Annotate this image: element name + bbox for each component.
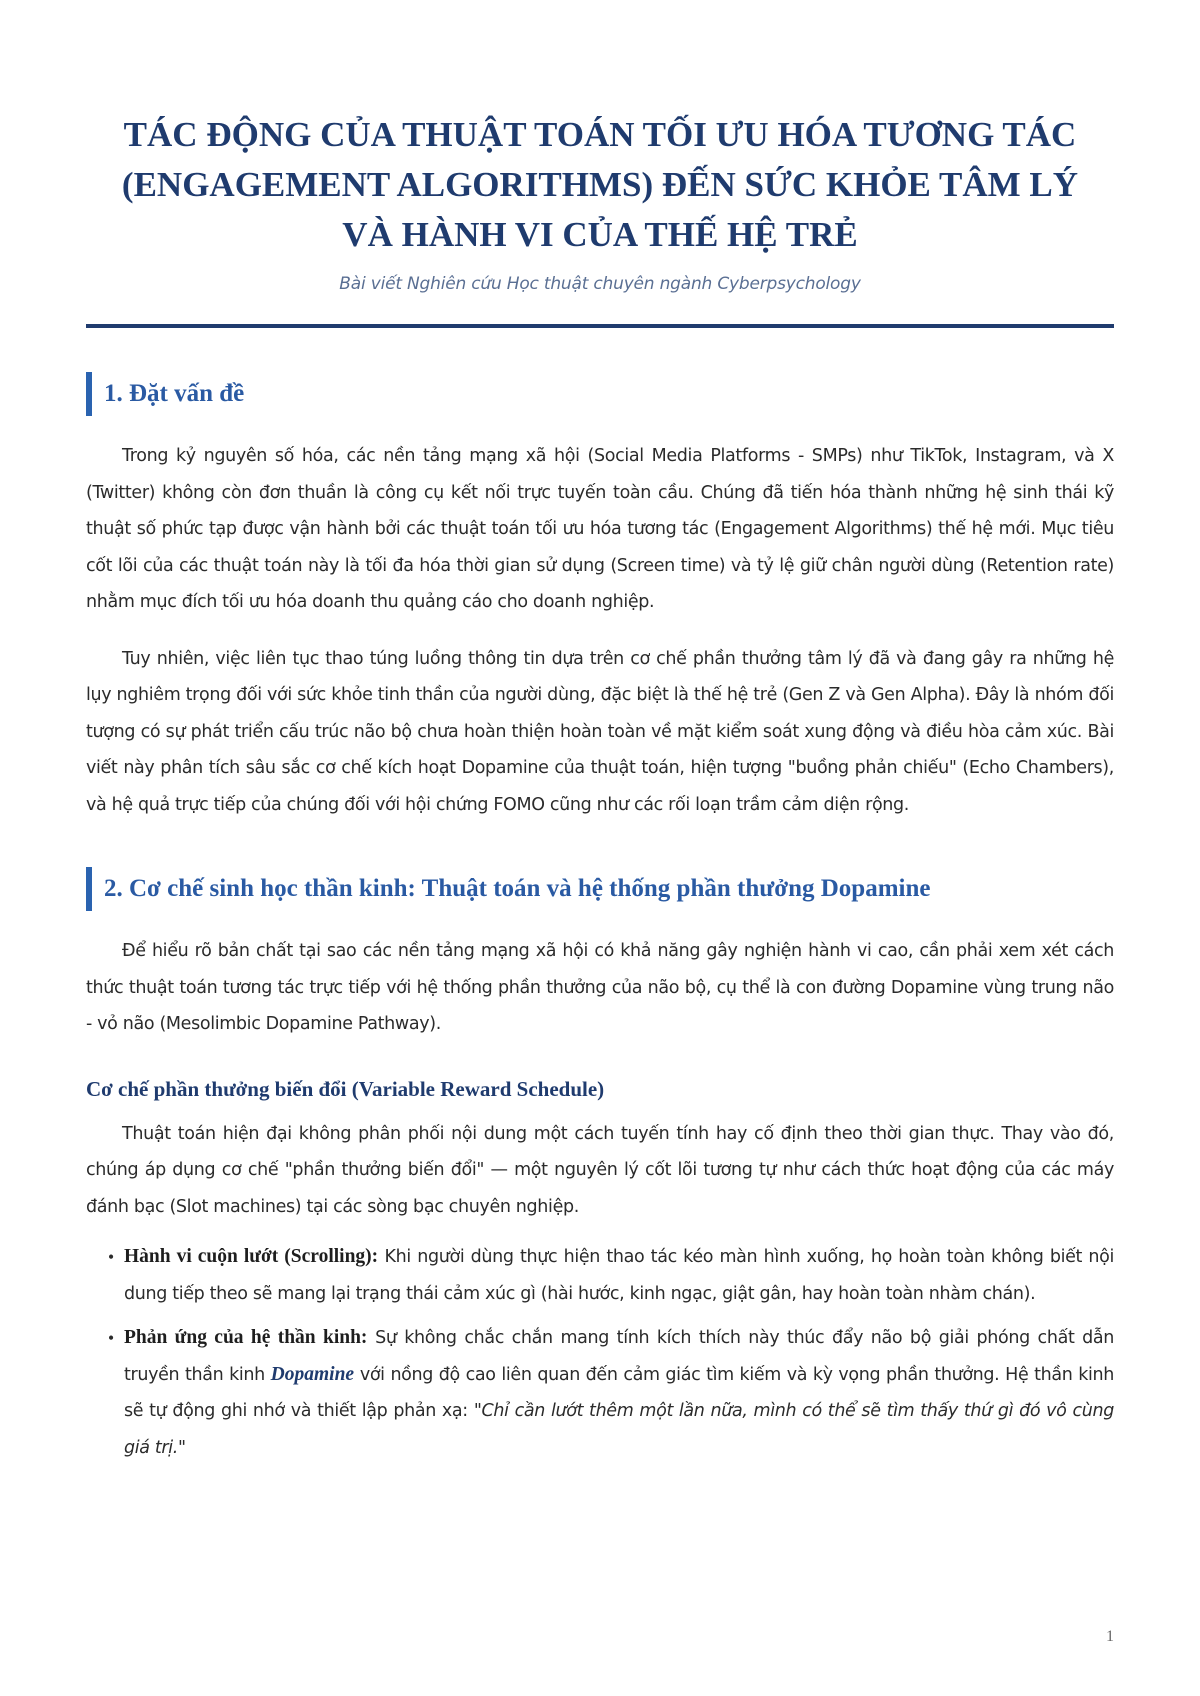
bullet-text: Sự không chắc chắn mang tính kích thích này thúc đẩy não bộ giải phóng chất dẫn truyền thần kinh: [124, 1328, 1115, 1385]
section-1-paragraph-1: Trong kỷ nguyên số hóa, các nền tảng mạng xã hội (Social Media Platforms - SMPs) như TikTok, Instagram, và X (Twitter) không còn đơn thuần là công cụ kết nối trực tuyến toàn cầu. Chúng đã tiến hóa thành những hệ sinh thái kỹ thuật số phức tạp được vận hành bởi các thuật toán tối ưu hóa tương tác (Engagement Algorithms) thế hệ mới. Mục tiêu cốt lõi của các thuật toán này là tối đa hóa thời gian sử dụng (Screen time) và tỷ lệ giữ chân người dùng (Retention rate) nhằm mục đích tối ưu hóa doanh thu quảng cáo cho doanh nghiệp.: [86, 446, 1114, 612]
page-content: [86, 110, 1114, 1466]
bullet-text: Khi người dùng thực hiện thao tác kéo màn hình xuống, họ hoàn toàn không biết nội dung tiếp theo sẽ mang lại trạng thái cảm xúc gì (hài hước, kinh ngạc, giật gân, hay hoàn toàn nhàm chán).: [124, 1247, 1114, 1304]
bullet-marker: •: [108, 1328, 114, 1348]
quote-close: ": [177, 1437, 186, 1458]
title-divider: [86, 324, 1114, 328]
section-2-intro: Để hiểu rõ bản chất tại sao các nền tảng mạng xã hội có khả năng gây nghiện hành vi cao, cần phải xem xét cách thức thuật toán tương tác trực tiếp với hệ thống phần thưởng của não bộ, cụ thể là con đường Dopamine vùng trung não - vỏ não (Mesolimbic Dopamine Pathway).: [86, 941, 1114, 1034]
page-number: 1: [1106, 1628, 1114, 1645]
reflex-quote: Chỉ cần lướt thêm một lần nữa, mình có thể sẽ tìm thấy thứ gì đó vô cùng giá trị.: [124, 1401, 1114, 1458]
section-1-paragraph-2: Tuy nhiên, việc liên tục thao túng luồng thông tin dựa trên cơ chế phần thưởng tâm lý đã và đang gây ra những hệ lụy nghiêm trọng đối với sức khỏe tinh thần của người dùng, đặc biệt là thế hệ trẻ (Gen Z và Gen Alpha). Đây là nhóm đối tượng có sự phát triển cấu trúc não bộ chưa hoàn thiện hoàn toàn về mặt kiểm soát xung động và điều hòa cảm xúc. Bài viết này phân tích sâu sắc cơ chế kích hoạt Dopamine của thuật toán, hiện tượng "buồng phản chiếu" (Echo Chambers), và hệ quả trực tiếp của chúng đối với hội chứng FOMO cũng như các rối loạn trầm cảm diện rộng.: [86, 648, 1114, 815]
bullet-marker: •: [108, 1247, 114, 1267]
section-2-heading: 2. Cơ chế sinh học thần kinh: Thuật toán và hệ thống phần thưởng Dopamine: [86, 867, 1114, 911]
bullet-list: [86, 1239, 1114, 1466]
dopamine-emphasis: Dopamine: [270, 1363, 355, 1385]
variable-reward-subheading: Cơ chế phần thưởng biến đổi (Variable Reward Schedule): [86, 1076, 605, 1101]
list-item: [86, 1320, 1114, 1466]
title-line-1: TÁC ĐỘNG CỦA THUẬT TOÁN TỐI ƯU HÓA TƯƠNG TÁC: [123, 115, 1077, 154]
document-title: [86, 110, 1114, 260]
bullet-lead: Phản ứng của hệ thần kinh:: [124, 1327, 368, 1348]
variable-reward-paragraph: Thuật toán hiện đại không phân phối nội dung một cách tuyến tính hay cố định theo thời gian thực. Thay vào đó, chúng áp dụng cơ chế "phần thưởng biến đổi" — một nguyên lý cốt lõi tương tự như cách thức hoạt động của các máy đánh bạc (Slot machines) tại các sòng bạc chuyên nghiệp.: [86, 1123, 1114, 1217]
bullet-text-continued: với nồng độ cao liên quan đến cảm giác tìm kiếm và kỳ vọng phần thưởng. Hệ thần kinh sẽ tự động ghi nhớ và thiết lập phản xạ: ": [124, 1364, 1114, 1421]
section-1-heading: 1. Đặt vấn đề: [86, 372, 1114, 416]
title-line-3: VÀ HÀNH VI CỦA THẾ HỆ TRẺ: [342, 215, 858, 254]
title-line-2: (ENGAGEMENT ALGORITHMS) ĐẾN SỨC KHỎE TÂM LÝ: [121, 165, 1079, 204]
document-subtitle: Bài viết Nghiên cứu Học thuật chuyên ngành Cyberpsychology: [339, 274, 861, 294]
list-item: [86, 1239, 1114, 1312]
bullet-lead: Hành vi cuộn lướt (Scrolling):: [124, 1246, 379, 1267]
